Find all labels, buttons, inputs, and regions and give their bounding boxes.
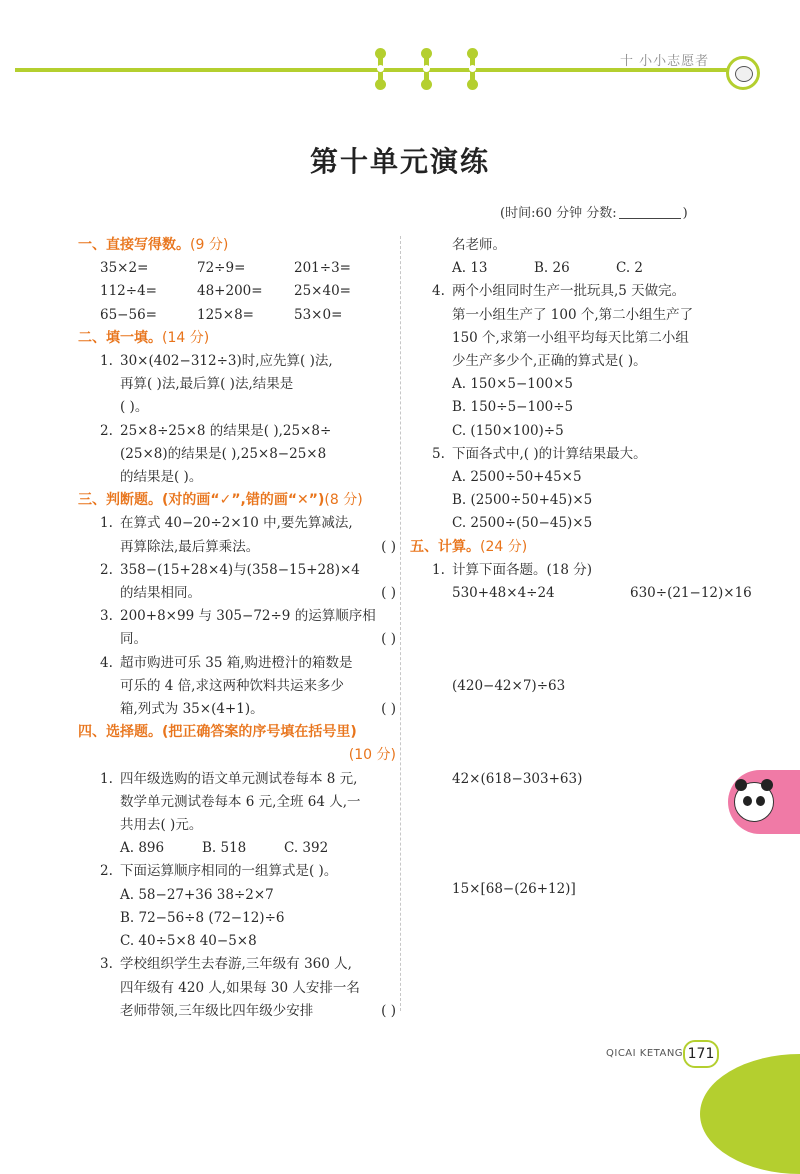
answer-option: B. 72−56÷8 (72−12)÷6 — [120, 909, 285, 926]
calc-row: 530+48×4÷24 630÷(21−12)×16 — [452, 585, 752, 602]
chapter-label: 十 小小志愿者 — [620, 54, 710, 69]
answer-option: A. 150×5−100×5 — [452, 376, 573, 393]
oral-calc-row: 65−56= 125×8= 53×0= — [100, 306, 343, 323]
question-item: 1. 在算式 40−20÷2×10 中,要先算减法, 再算除法,最后算乘法。 ( ) — [100, 515, 396, 555]
time-line-prefix: (时间:60 分钟 分数: — [500, 206, 617, 221]
answer-option: B. (2500÷50+45)×5 — [452, 492, 593, 509]
calc-expression: (420−42×7)÷63 — [452, 678, 566, 695]
corner-decoration — [700, 1054, 800, 1174]
time-line-suffix: ) — [682, 206, 688, 221]
section-title: 一、直接写得数。(9 分) — [78, 237, 229, 253]
answer-option: C. 2500÷(50−45)×5 — [452, 515, 593, 532]
time-score-line — [500, 202, 688, 221]
question-item: 3. 200+8×99 与 305−72÷9 的运算顺序相 同。 ( ) — [100, 608, 396, 648]
footer-brand: QICAI KETANG — [606, 1048, 684, 1059]
question-item: 1. 30×(402−312÷3)时,应先算( )法, 再算( )法,最后算( )法,结果是 ( )。 — [100, 353, 333, 416]
oral-calc-row: 112÷4= 48+200= 25×40= — [100, 283, 351, 300]
answer-options: A. 896 B. 518 C. 392 — [120, 840, 329, 857]
answer-option: A. 2500÷50+45×5 — [452, 469, 582, 486]
question-item: 3. 学校组织学生去春游,三年级有 360 人, 四年级有 420 人,如果每 30 人安排一名 老师带领,三年级比四年级少安排 ( ) — [100, 956, 396, 1019]
question-item: 4. 超市购进可乐 35 箱,购进橙汁的箱数是 可乐的 4 倍,求这两种饮料共运来多少 箱,列式为 35×(4+1)。 ( ) — [100, 654, 396, 718]
question-continuation: 名老师。 — [452, 237, 506, 253]
section-title: 二、填一填。(14 分) — [78, 329, 210, 346]
question-item: 1. 四年级选购的语文单元测试卷每本 8 元, 数学单元测试卷每本 6 元,全班 64 人,一 共用去( )元。 — [100, 770, 361, 834]
section-title: 四、选择题。(把正确答案的序号填在括号里) — [78, 724, 357, 741]
mascot-icon — [726, 56, 760, 90]
question-item: 4. 两个小组同时生产一批玩具,5 天做完。 第一小组生产了 100 个,第二小组生产了 150 个,求第一小组平均每天比第二小组 少生产多少个,正确的算式是( )。 — [432, 283, 694, 370]
answer-option: C. (150×100)÷5 — [452, 422, 564, 439]
page-title: 第十单元演练 — [309, 145, 490, 178]
answer-option: A. 58−27+36 38÷2×7 — [120, 886, 274, 903]
section-title: 三、判断题。(对的画“✓”,错的画“✕”)(8 分) — [78, 492, 363, 509]
answer-option: B. 150÷5−100÷5 — [452, 399, 574, 416]
question-item: 1. 计算下面各题。(18 分) — [432, 561, 593, 578]
section-score: (10 分) — [348, 747, 396, 764]
answer-option: C. 40÷5×8 40−5×8 — [120, 933, 257, 950]
header-peg — [424, 52, 429, 86]
header-peg — [470, 52, 475, 86]
header-peg — [378, 52, 383, 86]
section-title: 五、计算。(24 分) — [410, 538, 528, 555]
right-column — [410, 234, 755, 901]
score-blank — [619, 206, 681, 219]
left-column — [78, 234, 396, 1023]
page-number: 171 — [683, 1040, 719, 1068]
calc-expression: 42×(618−303+63) — [452, 771, 583, 788]
question-item: 2. 下面运算顺序相同的一组算式是( )。 — [100, 863, 338, 880]
question-item: 2. 25×8÷25×8 的结果是( ),25×8÷ (25×8)的结果是( ),25×8−25×8 的结果是( )。 — [100, 422, 332, 486]
calc-expression: 15×[68−(26+12)] — [452, 880, 576, 897]
question-item: 2. 358−(15+28×4)与(358−15+28)×4 的结果相同。 ( ) — [100, 561, 396, 602]
oral-calc-row: 35×2= 72÷9= 201÷3= — [100, 260, 351, 277]
question-item: 5. 下面各式中,( )的计算结果最大。 — [432, 445, 647, 462]
panda-icon — [734, 782, 774, 822]
column-divider — [400, 236, 401, 1011]
answer-options: A. 13 B. 26 C. 2 — [452, 260, 644, 277]
panda-tab — [728, 770, 800, 834]
